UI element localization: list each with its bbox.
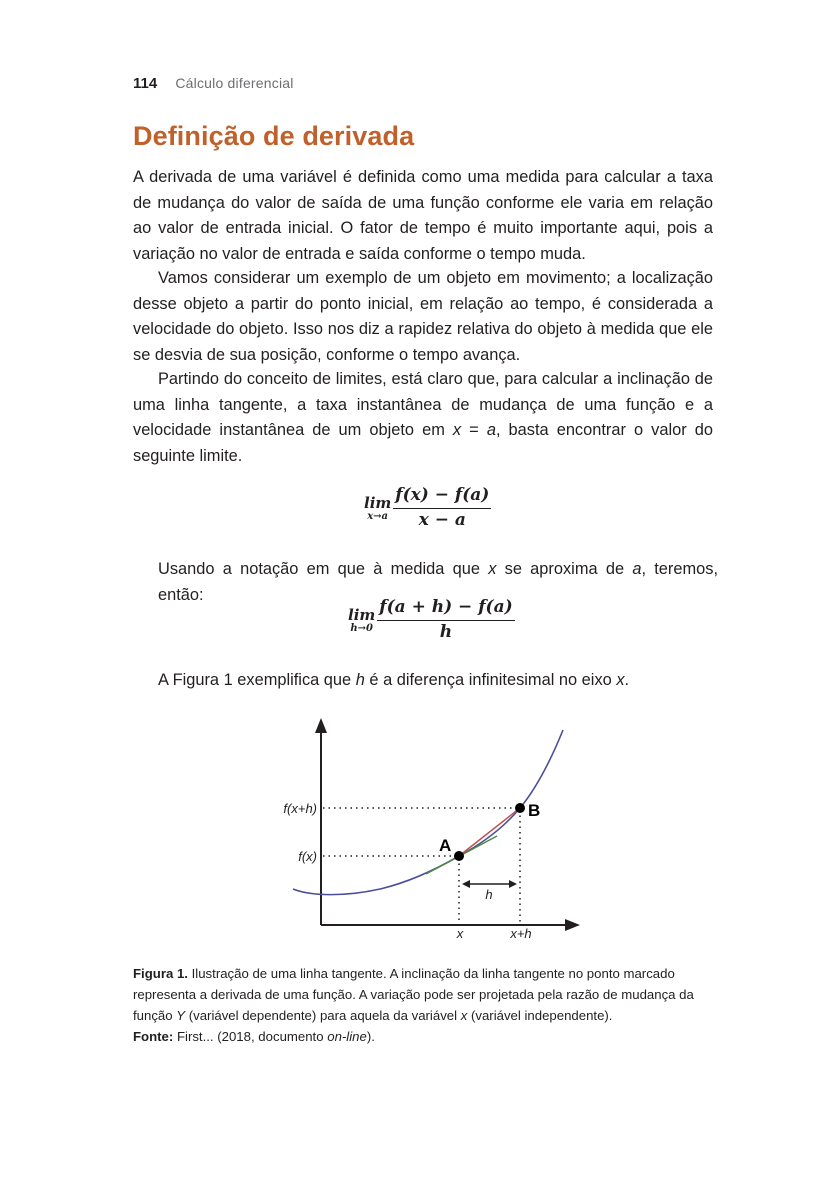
limit-operator — [348, 607, 375, 634]
chapter-title: Cálculo diferencial — [175, 75, 294, 91]
limit-formula-1 — [364, 485, 491, 531]
variable-x: x — [460, 1008, 468, 1023]
secant-line — [459, 808, 520, 856]
paragraph-5 — [158, 668, 718, 694]
paragraph-2: Vamos considerar um exemplo de um objeto em movimento; a localização desse objeto a partir do ponto inicial, em relação ao tempo, é considerada a velocidade do objeto. Isso nos diz a rapidez relativa do objeto à medida que ele se desvia de sua posição, conforme o tempo avança. — [133, 269, 713, 364]
caption-label: Figura 1. — [133, 966, 188, 981]
limit-formula-2 — [348, 597, 515, 643]
numerator: f(x) − f(a) — [393, 485, 491, 509]
lim-subscript: x→a — [367, 510, 389, 522]
page-number: 114 — [133, 75, 158, 92]
numerator: f(a + h) − f(a) — [377, 597, 514, 621]
variable-a: a — [632, 560, 642, 578]
denominator: h — [439, 622, 453, 642]
paragraph-4-text-c: , teremos, então: — [158, 560, 718, 604]
label-xh: x+h — [510, 926, 532, 941]
denominator: x − a — [418, 510, 466, 530]
caption-text-1: Ilustração de uma linha tangente. A inclinação da linha tangente no ponto marcado representa a derivada de uma função. A variação pode ser projetada pela razão de mudança da função — [133, 966, 694, 1023]
figure-source — [133, 1026, 375, 1047]
source-label: Fonte: — [133, 1029, 174, 1044]
paragraph-4-text-b: se aproxima de — [496, 560, 633, 578]
tangent-line-figure — [265, 710, 595, 950]
lim-word: lim — [348, 605, 376, 624]
source-online: on-line — [327, 1029, 367, 1044]
variable-x: x — [488, 560, 497, 578]
variable-x: x — [452, 421, 462, 439]
equals-sign: = — [461, 421, 487, 439]
paragraph-5-text-b: é a diferença infinitesimal no eixo — [364, 671, 617, 689]
label-point-b: B — [528, 801, 541, 820]
fraction — [377, 597, 514, 643]
tangent-diagram — [265, 710, 595, 950]
caption-text-3: (variável independente). — [467, 1008, 613, 1023]
variable-a: a — [486, 421, 496, 439]
variable-y: Y — [176, 1008, 186, 1023]
paragraph-3-text-a: Partindo do conceito de limites, está claro que, para calcular a inclinação de uma linha tangente, a taxa instantânea de mudança de uma função e a velocidade instantânea de um objeto em — [133, 370, 713, 439]
paragraph-5-text-a: A Figura 1 exemplifica que — [158, 671, 356, 689]
label-x: x — [456, 926, 464, 941]
h-arrow-right-icon — [509, 880, 517, 888]
limit-operator — [364, 495, 391, 522]
x-axis-arrow-icon — [565, 919, 580, 931]
y-axis-arrow-icon — [315, 718, 327, 733]
section-title: Definição de derivada — [133, 121, 415, 151]
label-point-a: A — [439, 836, 452, 855]
point-b-dot — [515, 803, 525, 813]
h-arrow-left-icon — [462, 880, 470, 888]
label-h: h — [485, 887, 493, 902]
caption-text-2: (variável dependente) para aquela da variável — [185, 1008, 461, 1023]
variable-h: h — [355, 671, 365, 689]
figure-caption — [133, 963, 723, 1026]
paragraph-3-text-b: , basta encontrar o valor do seguinte limite. — [133, 421, 713, 465]
lim-subscript: h→0 — [350, 622, 373, 634]
paragraph-1: A derivada de uma variável é definida como uma medida para calcular a taxa de mudança do valor de saída de uma função conforme ele varia em relação ao valor de entrada inicial. O fator de tempo é muito importante aqui, pois a variação no valor de entrada e saída conforme o tempo muda. — [133, 168, 713, 263]
source-end: ). — [366, 1029, 375, 1044]
variable-x: x — [616, 671, 625, 689]
paragraph-5-text-c: . — [624, 671, 630, 689]
paragraph-3 — [133, 367, 713, 469]
lim-word: lim — [364, 493, 392, 512]
source-text: First... (2018, documento — [173, 1029, 328, 1044]
running-head — [133, 73, 294, 94]
paragraph-4-text-a: Usando a notação em que à medida que — [158, 560, 489, 578]
fraction — [393, 485, 491, 531]
label-fxh: f(x+h) — [283, 801, 317, 816]
point-a-dot — [454, 851, 464, 861]
label-fx: f(x) — [298, 849, 317, 864]
